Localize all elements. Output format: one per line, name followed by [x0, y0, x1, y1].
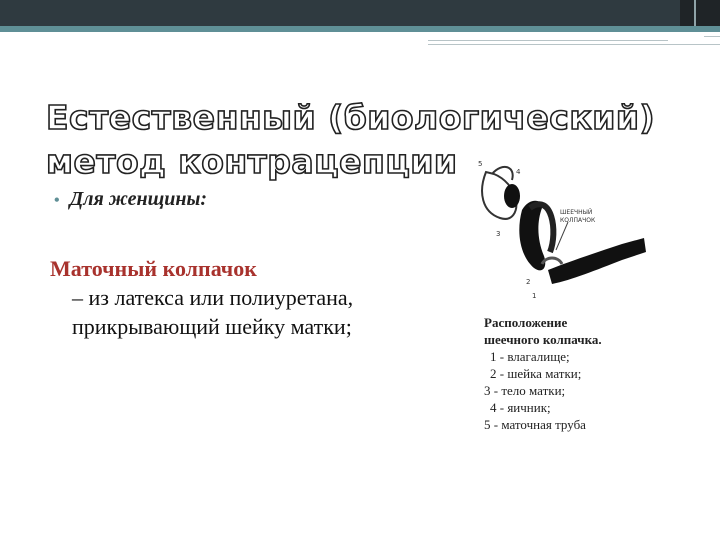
top-bar — [0, 0, 720, 26]
main-text — [50, 254, 370, 341]
term-definition: – из латекса или полиуретана, прикрывающий шейку матки; — [72, 285, 354, 339]
diagram-label-line2: КОЛПАЧОК — [560, 217, 596, 224]
caption-item: 1 - влагалище; — [490, 349, 570, 364]
cervical-cap-diagram — [472, 152, 648, 302]
diagram-number: 3 — [496, 230, 501, 238]
caption-item: 4 - яичник; — [490, 400, 551, 415]
uterus-body-shape — [519, 201, 545, 271]
decorative-line — [428, 40, 668, 41]
top-corner-block — [680, 0, 720, 26]
top-accent-bar — [0, 26, 720, 32]
bullet-icon: • — [54, 192, 60, 209]
diagram-number: 2 — [526, 278, 531, 286]
corner-divider — [694, 0, 696, 26]
caption-item: 5 - маточная труба — [484, 417, 586, 432]
decorative-line — [704, 36, 720, 37]
caption-title: Расположение — [484, 315, 568, 330]
bullet-item — [54, 188, 207, 211]
diagram-caption — [484, 314, 704, 433]
vagina-shape — [548, 238, 646, 284]
bullet-text: Для женщины: — [69, 188, 208, 210]
diagram-number: 5 — [478, 160, 483, 168]
ovary-shape — [504, 184, 520, 208]
caption-item: 2 - шейка матки; — [490, 366, 582, 381]
slide-title: Естественный (биологический) метод контрацепции — [46, 98, 656, 181]
decorative-line — [428, 44, 720, 45]
term: Маточный колпачок — [50, 256, 257, 281]
diagram-label-line1: ШЕЕЧНЫЙ — [560, 209, 593, 216]
caption-title: шеечного колпачка. — [484, 332, 602, 347]
caption-item: 3 - тело матки; — [484, 383, 566, 398]
diagram-number: 4 — [516, 168, 521, 176]
diagram-number: 1 — [532, 292, 537, 300]
